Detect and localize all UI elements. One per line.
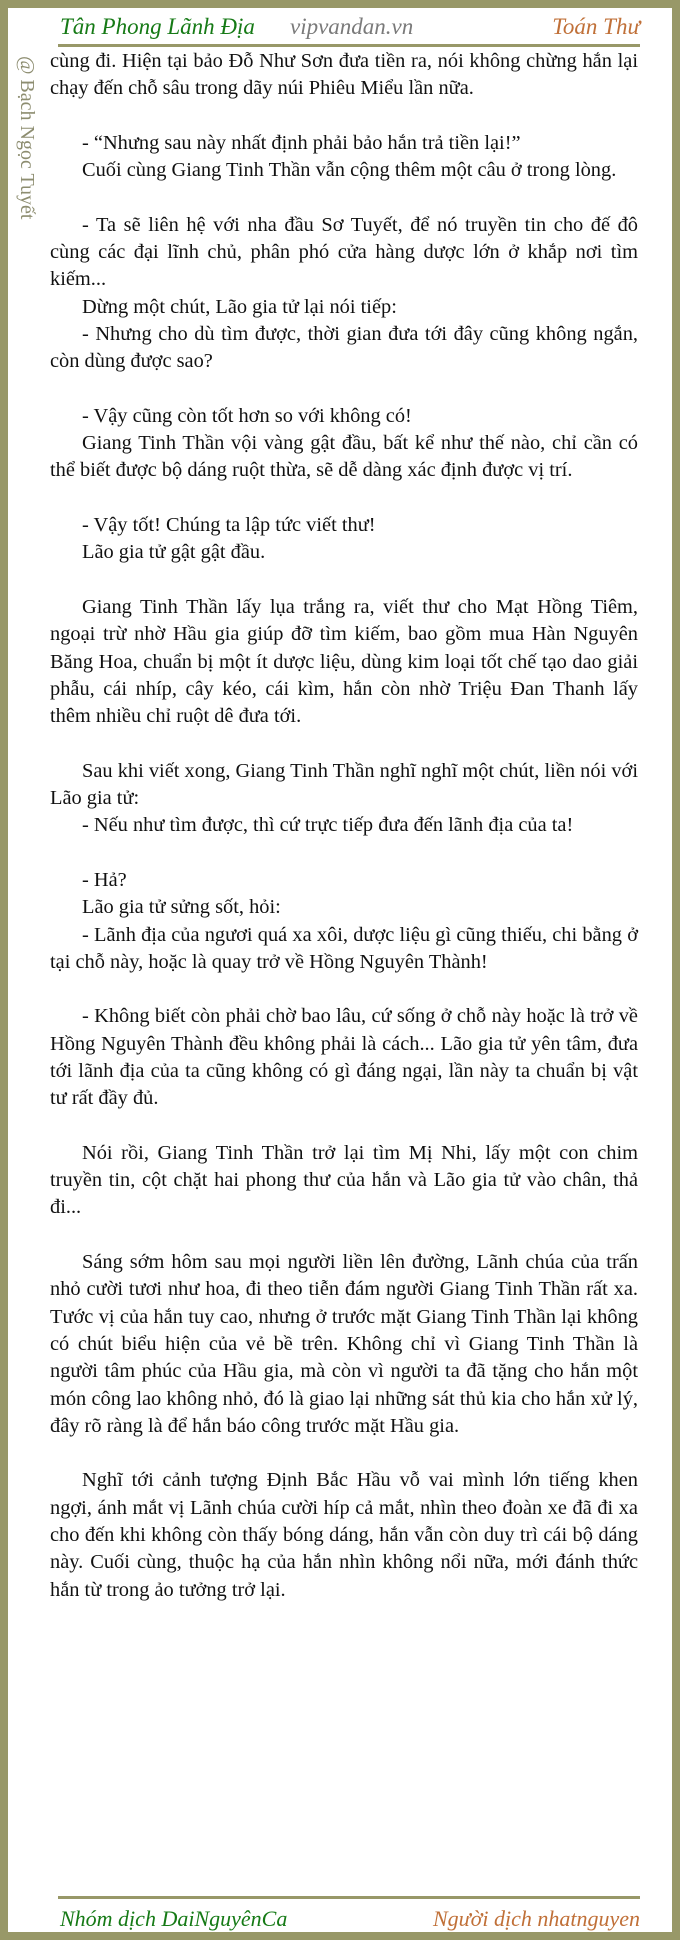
paragraph: Giang Tinh Thần lấy lụa trắng ra, viết thư cho Mạt Hồng Tiêm, ngoại trừ nhờ Hầu gia giúp đỡ tìm kiếm, bao gồm mua Hàn Nguyên Băng Hoa, chuẩn bị một ít dược liệu, dùng kim loại tốt chế tạo dao giải phẫu, cái nhíp, cây kéo, cái kìm, hắn còn nhờ Triệu Đan Thanh lấy thêm nhiều chỉ ruột dê đưa tới. xyxy=(50,595,638,728)
translator-name: Người dịch nhatnguyen xyxy=(432,1906,640,1931)
paragraph: Dừng một chút, Lão gia tử lại nói tiếp: xyxy=(82,295,397,318)
paragraph: - “Nhưng sau này nhất định phải bảo hắn trả tiền lại!” xyxy=(82,131,521,154)
paragraph: Giang Tinh Thần vội vàng gật đầu, bất kể như thế nào, chỉ cần có thể biết được bộ dáng ruột thừa, sẽ dễ dàng xác định được vị trí. xyxy=(50,432,638,482)
footer-divider xyxy=(58,1896,640,1899)
page-footer xyxy=(58,1906,640,1936)
paragraph: Lão gia tử gật gật đầu. xyxy=(82,541,266,564)
paragraph: cùng đi. Hiện tại bảo Đỗ Như Sơn đưa tiền ra, nói không chừng hắn lại chạy đến chỗ sâu trong dãy núi Phiêu Miểu lần nữa. xyxy=(50,50,638,100)
page xyxy=(8,8,672,1932)
author-name: Toán Thư xyxy=(552,14,640,39)
paragraph: - Nếu như tìm được, thì cứ trực tiếp đưa đến lãnh địa của ta! xyxy=(82,814,574,837)
paragraph: Cuối cùng Giang Tinh Thần vẫn cộng thêm một câu ở trong lòng. xyxy=(82,159,617,182)
paragraph: Nói rồi, Giang Tinh Thần trở lại tìm Mị Nhi, lấy một con chim truyền tin, cột chặt hai phong thư của hắn và Lão gia tử vào chân, thả đi... xyxy=(50,1141,638,1219)
book-title: Tân Phong Lãnh Địa xyxy=(60,14,255,39)
watermark: @ Bạch Ngọc Tuyết xyxy=(16,56,38,220)
paragraph: - Vậy tốt! Chúng ta lập tức viết thư! xyxy=(82,514,376,537)
chapter-text xyxy=(50,48,638,1604)
paragraph: - Không biết còn phải chờ bao lâu, cứ sống ở chỗ này hoặc là trở về Hồng Nguyên Thành đều không phải là cách... Lão gia tử yên tâm, đưa tới lãnh địa của ta cũng không có gì đáng ngại, lần này ta chuẩn bị vật tư rất đầy đủ. xyxy=(50,1005,638,1110)
paragraph: Lão gia tử sửng sốt, hỏi: xyxy=(82,896,281,919)
site-name: vipvandan.vn xyxy=(290,14,414,39)
paragraph: Nghĩ tới cảnh tượng Định Bắc Hầu vỗ vai mình lớn tiếng khen ngợi, ánh mắt vị Lãnh chúa cười híp cả mắt, nhìn theo đoàn xe đã đi xa cho đến khi không còn thấy bóng dáng, hắn vẫn còn duy trì cái bộ dáng này. Cuối cùng, thuộc hạ của hắn nhìn không nổi nữa, mới đánh thức hắn từ trong ảo tưởng trở lại. xyxy=(50,1469,638,1601)
paragraph: - Vậy cũng còn tốt hơn so với không có! xyxy=(82,404,412,427)
paragraph: - Ta sẽ liên hệ với nha đầu Sơ Tuyết, để nó truyền tin cho đế đô cùng các đại lĩnh chủ, phân phó cửa hàng dược lớn ở khắp nơi tìm kiếm... xyxy=(50,213,638,291)
translation-group: Nhóm dịch DaiNguyênCa xyxy=(60,1906,288,1931)
paragraph: - Lãnh địa của ngươi quá xa xôi, dược liệu gì cũng thiếu, chi bằng ở tại chỗ này, hoặc là quay trở về Hồng Nguyên Thành! xyxy=(50,923,638,973)
paragraph: Sáng sớm hôm sau mọi người liền lên đường, Lãnh chúa của trấn nhỏ cười tươi như hoa, đi theo tiễn đám người Giang Tinh Thần rất xa. Tước vị của hắn tuy cao, nhưng ở trước mặt Giang Tinh Thần lại không có chút biểu hiện của vẻ bề trên. Không chỉ vì Giang Tinh Thần là người tâm phúc của Hầu gia, mà còn vì người ta đã tặng cho hắn một món công lao không nhỏ, đó là giao lại những sát thủ kia cho hắn xử lý, đây rõ ràng là để hắn báo công trước mặt Hầu gia. xyxy=(50,1251,638,1437)
paragraph: - Hả? xyxy=(82,868,127,891)
header-divider xyxy=(58,44,640,47)
paragraph: Sau khi viết xong, Giang Tinh Thần nghĩ nghĩ một chút, liền nói với Lão gia tử: xyxy=(50,759,638,810)
paragraph: - Nhưng cho dù tìm được, thời gian đưa tới đây cũng không ngắn, còn dùng được sao? xyxy=(50,322,638,373)
